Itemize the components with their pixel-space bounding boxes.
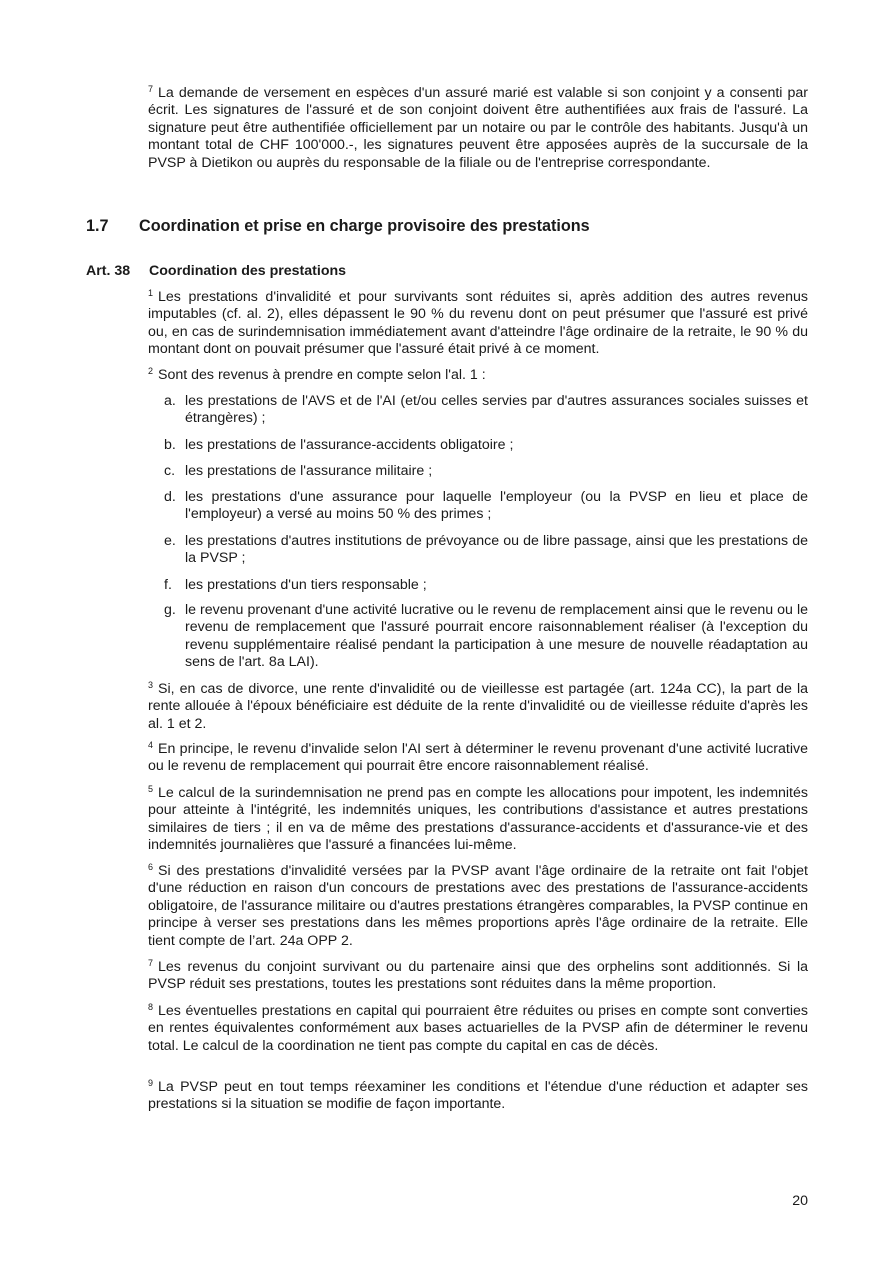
list-text: les prestations d'autres institutions de prévoyance ou de libre passage, ainsi que les prestations de la PVSP ; (185, 533, 808, 567)
list-text: les prestations d'une assurance pour laquelle l'employeur (ou la PVSP en lieu et place de l'employeur) a versé au moins 50 % des primes ; (185, 489, 808, 523)
article-paragraph-4 (148, 741, 808, 776)
article-heading (86, 262, 346, 280)
page-number: 20 (792, 1193, 808, 1209)
article-paragraph-1 (148, 289, 808, 359)
paragraph-number: 9 (148, 1078, 154, 1088)
paragraph-number: 6 (148, 862, 154, 872)
paragraph-number: 3 (148, 680, 154, 690)
article-paragraph-2 (148, 367, 808, 384)
preceding-paragraph-7 (148, 85, 808, 172)
list-letter: d. (164, 489, 176, 505)
paragraph-text: Sont des revenus à prendre en compte selon l'al. 1 : (158, 367, 486, 383)
article-paragraph-6 (148, 863, 808, 950)
article-paragraph-3 (148, 681, 808, 733)
article-paragraph-7 (148, 959, 808, 994)
list-letter: a. (164, 393, 176, 409)
list-item-a (164, 393, 808, 428)
article-paragraph-9 (148, 1079, 808, 1114)
list-letter: c. (164, 463, 176, 479)
paragraph-text: Si, en cas de divorce, une rente d'invalidité ou de vieillesse est partagée (art. 124a CC), la part de la rente allouée à l'époux bénéficiaire est déduite de la rente d'invalidité ou de vieillesse réduite d'après les al. 1 et 2. (148, 681, 808, 732)
list-text: les prestations d'un tiers responsable ; (185, 577, 427, 593)
list-text: le revenu provenant d'une activité lucrative ou le revenu de remplacement ainsi que le revenu ou le revenu de remplacement que l'assuré pourrait encore raisonnablement réaliser (à l'exception du revenu supplémentaire réalisé pendant la participation à une mesure de nouvelle réadaptation au sens de l'art. 8a LAI). (185, 602, 808, 671)
paragraph-text: Les revenus du conjoint survivant ou du partenaire ainsi que des orphelins sont additionnés. Si la PVSP réduit ses prestations, toutes les prestations sont réduites dans la même proportion. (148, 959, 808, 993)
paragraph-number: 7 (148, 84, 154, 94)
paragraph-text: Le calcul de la surindemnisation ne prend pas en compte les allocations pour impotent, les indemnités pour atteinte à l'intégrité, les indemnités uniques, les contributions d'assistance et autres prestations similaires de tiers ; il en va de même des prestations d'assurance-accidents et d'assurance-vie et des indemnités journalières que l'assuré a financées lui-même. (148, 785, 808, 854)
list-letter: b. (164, 437, 176, 453)
list-letter: e. (164, 533, 176, 549)
paragraph-number: 1 (148, 288, 154, 298)
paragraph-text: La demande de versement en espèces d'un assuré marié est valable si son conjoint y a consenti par écrit. Les signatures de l'assuré et de son conjoint doivent être authentifiées aux frais de l'assuré. La signature peut être authentifiée officiellement par un notaire ou par le contrôle des habitants. Jusqu'à un montant total de CHF 100'000.-, les signatures peuvent être apposées auprès de la succursale de la PVSP à Dietikon ou auprès du responsable de la filiale ou de l'entreprise correspondante. (148, 85, 808, 171)
paragraph-text: La PVSP peut en tout temps réexaminer les conditions et l'étendue d'une réduction et adapter ses prestations si la situation se modifie de façon importante. (148, 1079, 808, 1113)
list-letter: g. (164, 602, 176, 618)
paragraph-number: 7 (148, 958, 154, 968)
section-heading (86, 216, 590, 236)
paragraph-text: Si des prestations d'invalidité versées par la PVSP avant l'âge ordinaire de la retraite ont fait l'objet d'une réduction en raison d'un concours de prestations avec des prestations de l'assurance-accidents obligatoire, de l'assurance militaire ou d'autres prestations étrangères comparables, la PVSP continue en principe à verser ses prestations dans les mêmes proportions après l'âge ordinaire de la retraite. Elle tient compte de l’art. 24a OPP 2. (148, 863, 808, 949)
list-text: les prestations de l'assurance-accidents obligatoire ; (185, 437, 514, 453)
paragraph-text: Les éventuelles prestations en capital qui pourraient être réduites ou prises en compte sont converties en rentes équivalentes conformément aux bases actuarielles de la PVSP afin de déterminer le revenu total. Le calcul de la coordination ne tient pas compte du capital en cas de décès. (148, 1003, 808, 1054)
list-letter: f. (164, 577, 172, 593)
paragraph-number: 4 (148, 740, 154, 750)
section-number: 1.7 (86, 217, 109, 235)
article-paragraph-5 (148, 785, 808, 855)
article-paragraph-8 (148, 1003, 808, 1055)
list-item-f (164, 577, 808, 594)
list-text: les prestations de l'assurance militaire ; (185, 463, 433, 479)
list-item-g (164, 602, 808, 672)
section-title: Coordination et prise en charge provisoire des prestations (139, 217, 590, 235)
list-item-c (164, 463, 808, 480)
paragraph-number: 8 (148, 1002, 154, 1012)
article-title: Coordination des prestations (149, 263, 347, 279)
paragraph-number: 2 (148, 366, 154, 376)
article-number: Art. 38 (86, 263, 131, 279)
list-item-e (164, 533, 808, 568)
paragraph-number: 5 (148, 784, 154, 794)
list-item-d (164, 489, 808, 524)
list-text: les prestations de l'AVS et de l'AI (et/ou celles servies par d'autres assurances sociales suisses et étrangères) ; (185, 393, 808, 427)
paragraph-text: Les prestations d'invalidité et pour survivants sont réduites si, après addition des autres revenus imputables (cf. al. 2), elles dépassent le 90 % du revenu dont on peut présumer que l'assuré est privé ou, en cas de surindemnisation immédiatement avant d'atteindre l'âge ordinaire de la retraite, le 90 % du montant dont on pouvait présumer que l'assuré était privé à ce moment. (148, 289, 808, 358)
list-item-b (164, 437, 808, 454)
paragraph-text: En principe, le revenu d'invalide selon l'AI sert à déterminer le revenu provenant d'une activité lucrative ou le revenu de remplacement qui pourrait être encore raisonnablement réalisé. (148, 741, 808, 775)
